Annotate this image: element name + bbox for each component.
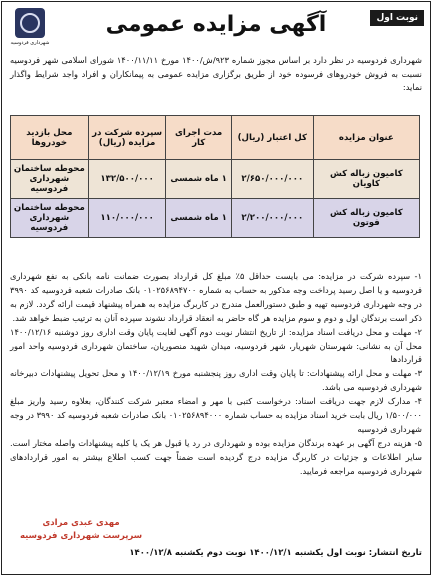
- signature-block: [20, 517, 142, 543]
- table-cell: ۱ ماه شمسی: [166, 160, 231, 199]
- condition-item: ۱- سپرده شرکت در مزایده: می بایست حداقل ۵٪ مبلغ کل قرارداد بصورت ضمانت نامه بانکی به نفع شهرداری فردوسیه و یا اصل رسید پرداخت وجه مذکور به حساب به شماره ۰۱۰۲۵۶۸۹۴۷۰۰ بانک صادرات شعبه فردوسیه کد ۳۹۹۰ در وجه شهرداری فردوسیه تهیه و طبق دستورالعمل مندرج در کاربرگ مزایده به همراه پیشنهاد قیمت ارائه گردد. لازم به ذکر است برندگان اول و دوم و سوم مزایده هر گاه حاضر به انعقاد قرارداد نشوند سپرده آنان به ترتیب ضبط خواهد شد.: [10, 271, 422, 323]
- signatory-name: مهدی عبدی مرادی: [42, 518, 120, 528]
- notice-title: آگهی مزایده عمومی: [105, 12, 327, 37]
- table-cell: ۲/۶۵۰/۰۰۰/۰۰۰: [231, 160, 313, 199]
- table-row: [11, 160, 420, 199]
- emblem-icon: [15, 8, 45, 38]
- table-header-row: [11, 116, 420, 160]
- condition-item: ۲- مهلت و محل دریافت اسناد مزایده: از تاریخ انتشار نوبت دوم آگهی لغایت پایان وقت اداری روز دوشنبه ۱۴۰۰/۱۲/۱۶ محل آن به نشانی: شهرستان شهریار، شهر فردوسیه، میدان شهید منصوریان، ساختمان شهرداری فردوسیه واحد امور قراردادها: [10, 326, 422, 365]
- conditions-list: [10, 270, 422, 479]
- table-cell: ۱۱۰/۰۰۰/۰۰۰: [88, 199, 166, 238]
- condition-item: ۴- مدارک لازم جهت دریافت اسناد: درخواست کتبی با مهر و امضاء معتبر شرکت کنندگان، بعلاوه رسید واریز مبلغ ۱/۵۰۰/۰۰۰ ریال بابت خرید اسناد مزایده به حساب شماره ۰۱۰۲۵۶۸۹۴۰۰۰ بانک صادرات شعبه فردوسیه کد ۳۹۹۰ در وجه شهرداری فردوسیه: [10, 396, 423, 434]
- table-cell: کامیون زباله کش فوتون: [313, 199, 419, 238]
- condition-item: ۵- هزینه درج آگهی بر عهده برندگان مزایده بوده و شهرداری در رد یا قبول هر یک یا کلیه پیشنهادات واصله مختار است. سایر اطلاعات و جزئیات در کاربرگ مزایده درج گردیده است ضمناً جهت کسب اطلاع بیشتر به امور قراردادهای شهرداری فردوسیه مراجعه فرمایید.: [10, 437, 422, 476]
- table-cell: محوطه ساختمان شهرداری فردوسیه: [11, 199, 89, 238]
- auction-table: [10, 115, 420, 238]
- publication-dates: تاریخ انتشار: نوبت اول یکشنبه ۱۴۰۰/۱۲/۱ نوبت دوم یکشنبه ۱۴۰۰/۱۲/۸: [129, 548, 422, 558]
- edition-badge: نوبت اول: [370, 10, 424, 26]
- table-cell: ۲/۲۰۰/۰۰۰/۰۰۰: [231, 199, 313, 238]
- intro-paragraph: شهرداری فردوسیه در نظر دارد بر اساس مجوز شماره ۹۲۳/ش/۱۴۰۰ مورخ ۱۴۰۰/۱۱/۱۱ شورای اسلامی شهر فردوسیه نسبت به فروش خودروهای فرسوده خود از طریق برگزاری مزایده عمومی به پیمانکاران و افراد واجد شرایط واگذار نماید:: [10, 55, 422, 92]
- auction-notice: [1, 1, 431, 575]
- municipality-logo: [10, 8, 50, 52]
- column-header: مدت اجرای کار: [166, 116, 231, 160]
- table-cell: کامیون زباله کش کاویان: [313, 160, 419, 199]
- signatory-role: سرپرست شهرداری فردوسیه: [20, 531, 143, 541]
- column-header: محل بازدید خودروها: [11, 116, 89, 160]
- column-header: سپرده شرکت در مزایده (ریال): [88, 116, 166, 160]
- table-cell: ۱۳۲/۵۰۰/۰۰۰: [88, 160, 166, 199]
- table-cell: ۱ ماه شمسی: [166, 199, 231, 238]
- table-row: [11, 199, 420, 238]
- column-header: کل اعتبار (ریال): [231, 116, 313, 160]
- table-cell: محوطه ساختمان شهرداری فردوسیه: [11, 160, 89, 199]
- condition-item: ۳- مهلت و محل ارائه پیشنهادات: تا پایان وقت اداری روز پنجشنبه مورخ ۱۴۰۰/۱۲/۱۹ و محل تحویل پیشنهادات دبیرخانه شهرداری فردوسیه می باشد.: [10, 368, 422, 393]
- column-header: عنوان مزایده: [313, 116, 419, 160]
- logo-caption: شهرداری فردوسیه: [10, 40, 50, 46]
